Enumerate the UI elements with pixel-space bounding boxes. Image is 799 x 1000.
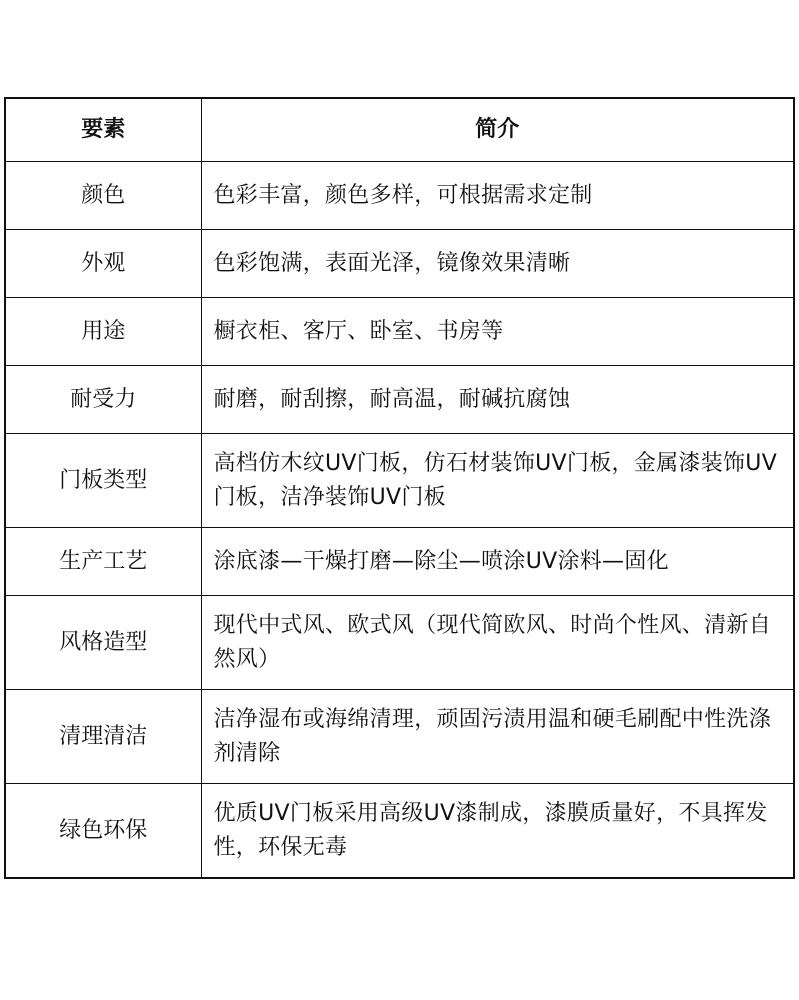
table-header-row [5,98,794,162]
table-row [5,298,794,366]
row-value: 高档仿木纹UV门板，仿石材装饰UV门板，金属漆装饰UV门板，洁净装饰UV门板 [201,434,794,528]
feature-table-container [4,97,793,879]
row-value: 色彩丰富，颜色多样，可根据需求定制 [201,162,794,230]
row-key: 用途 [5,298,201,366]
row-key: 清理清洁 [5,690,201,784]
row-value: 洁净湿布或海绵清理，顽固污渍用温和硬毛刷配中性洗涤剂清除 [201,690,794,784]
row-value: 耐磨，耐刮擦，耐高温，耐碱抗腐蚀 [201,366,794,434]
row-key: 外观 [5,230,201,298]
table-row [5,162,794,230]
header-description: 简介 [201,98,794,162]
row-key: 耐受力 [5,366,201,434]
row-value: 色彩饱满，表面光泽，镜像效果清晰 [201,230,794,298]
table-row [5,528,794,596]
row-value: 橱衣柜、客厅、卧室、书房等 [201,298,794,366]
row-value: 涂底漆—干燥打磨—除尘—喷涂UV涂料—固化 [201,528,794,596]
table-row [5,690,794,784]
table-row [5,366,794,434]
row-key: 风格造型 [5,596,201,690]
row-key: 颜色 [5,162,201,230]
header-element: 要素 [5,98,201,162]
table-row [5,434,794,528]
row-key: 生产工艺 [5,528,201,596]
table-row [5,784,794,879]
table-row [5,230,794,298]
row-key: 绿色环保 [5,784,201,879]
row-key: 门板类型 [5,434,201,528]
row-value: 现代中式风、欧式风（现代简欧风、时尚个性风、清新自然风） [201,596,794,690]
feature-table [4,97,795,879]
row-value: 优质UV门板采用高级UV漆制成，漆膜质量好，不具挥发性，环保无毒 [201,784,794,879]
table-row [5,596,794,690]
